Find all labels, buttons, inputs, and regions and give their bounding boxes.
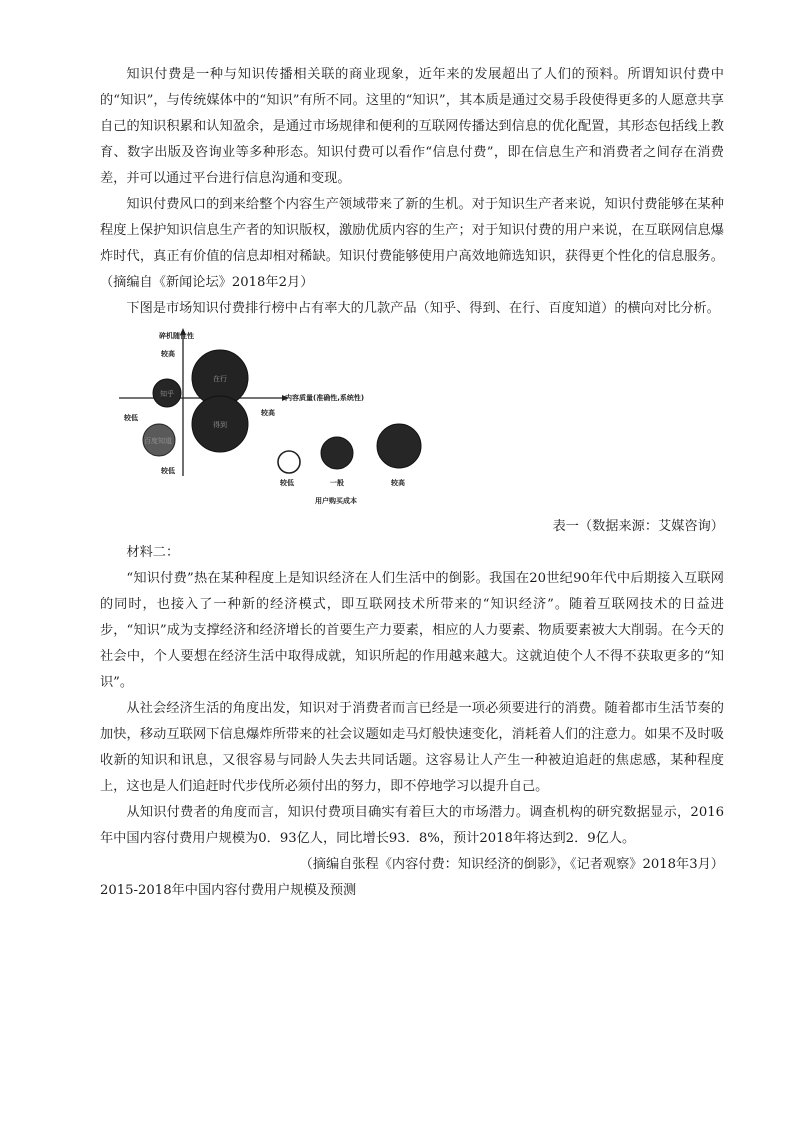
material1-paragraph-3: 下图是市场知识付费排行榜中占有率大的几款产品（知乎、得到、在行、百度知道）的横向对比分析。 [126,301,720,316]
baiduzhidao-label: 百度知道 [144,437,172,445]
material2-paragraph-3: 从知识付费者的角度而言，知识付费项目确实有着巨大的市场潜力。调查机构的研究数据显示，2016年中国内容付费用户规模为0．93亿人，同比增长93．8%，预计2018年将达到2．9亿人。 [100,805,724,846]
chart2-title: 2015-2018年中国内容付费用户规模及预测 [100,883,357,898]
material2-source: （摘编自张程《内容付费：知识经济的倒影》，《记者观察》2018年3月） [299,857,724,872]
product-comparison-chart [100,326,724,514]
cost-legend-low [278,451,300,473]
chart-background [97,326,437,514]
y-low-label: 较低 [161,467,175,475]
cost-mid-label: 一般 [330,479,344,487]
material1-paragraph-2: 知识付费风口的到来给整个内容生产领域带来了新的生机。对于知识生产者来说，知识付费能够在某种程度上保护知识信息生产者的知识版权，激励优质内容的生产；对于知识付费的用户来说，在互联网信息爆炸时代，真正有价值的信息却相对稀缺。知识付费能够使用户高效地筛选知识，获得更个性化的信息服务。（摘编自《新闻论坛》2018年2月） [100,197,724,290]
chart-caption: 表一（数据来源：艾媒咨询） [552,519,724,534]
x-low-label: 较低 [124,414,138,422]
zhihu-label: 知乎 [160,390,174,398]
x-high-label: 较高 [261,409,275,417]
y-axis-label: 碎机随性性 [159,332,194,340]
y-high-label: 较高 [161,350,175,358]
material2-heading: 材料二： [126,545,180,560]
dedao-label: 得到 [213,421,227,429]
cost-legend-mid [321,437,353,469]
material1-paragraph-1: 知识付费是一种与知识传播相关联的商业现象，近年来的发展超出了人们的预料。所谓知识付费中的“知识”，与传统媒体中的“知识”有所不同。这里的“知识”，其本质是通过交易手段使得更多的人愿意共享自己的知识积累和认知盈余，是通过市场规律和便利的互联网传播达到信息的优化配置，其形态包括线上教育、数字出版及咨询业等多种形态。知识付费可以看作“信息付费”，即在信息生产和消费者之间存在消费差，并可以通过平台进行信息沟通和变现。 [100,67,724,186]
zaihang-label: 在行 [213,375,227,383]
bubble-chart-svg [97,326,437,514]
material2-paragraph-2: 从社会经济生活的角度出发，知识对于消费者而言已经是一项必须要进行的消费。随着都市生活节奏的加快，移动互联网下信息爆炸所带来的社会议题如走马灯般快速变化，消耗着人们的注意力。如果不及时吸收新的知识和讯息，又很容易与同龄人失去共同话题。这容易让人产生一种被迫追赶的焦虑感，某种程度上，这也是人们追赶时代步伐所必须付出的努力，即不停地学习以提升自己。 [100,701,724,794]
document-page [100,62,724,904]
cost-axis-label: 用户购买成本 [315,497,357,505]
x-axis-label: 内容质量(准确性,系统性) [285,394,365,402]
cost-legend-high [377,424,421,468]
cost-high-label: 较高 [391,479,405,487]
material2-paragraph-1: “知识付费”热在某种程度上是知识经济在人们生活中的倒影。我国在20世纪90年代中后期接入互联网的同时，也接入了一种新的经济模式，即互联网技术所带来的“知识经济”。随着互联网技术的日益进步，“知识”成为支撑经济和经济增长的首要生产力要素，相应的人力要素、物质要素被大大削弱。在今天的社会中，个人要想在经济生活中取得成就，知识所起的作用越来越大。这就迫使个人不得不获取更多的“知识”。 [100,571,724,690]
cost-low-label: 较低 [280,479,294,487]
